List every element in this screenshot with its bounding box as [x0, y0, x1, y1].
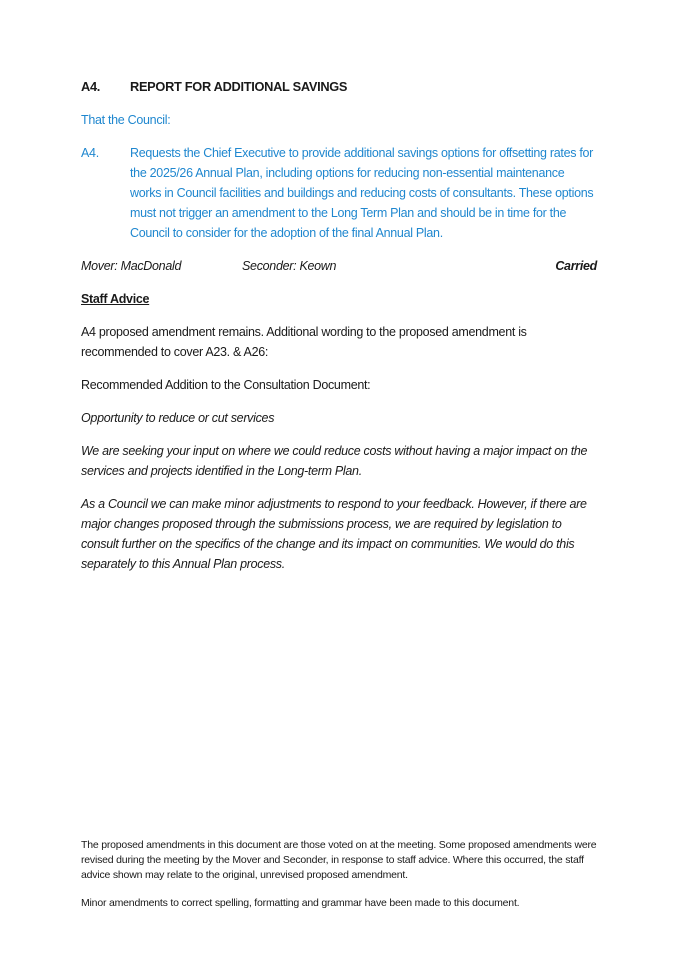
footnote-paragraph-1: The proposed amendments in this document are those voted on at the meeting. Some proposed amendments were revised during the meeting by the Mover and Seconder, in response to staff advice. Where this occurred, the staff advice shown may relate to the original, unrevised proposed amendment.: [81, 839, 597, 881]
staff-advice-paragraph-2: Recommended Addition to the Consultation Document:: [81, 378, 371, 392]
motion-intro: That the Council:: [81, 113, 171, 127]
footnote-paragraph-2: Minor amendments to correct spelling, formatting and grammar have been made to this document.: [81, 897, 520, 909]
staff-advice-italic-paragraph-1: We are seeking your input on where we could reduce costs without having a major impact on the services and projects identified in the Long-term Plan.: [81, 444, 588, 478]
section-heading-number: A4.: [81, 79, 101, 94]
footnotes: [81, 838, 597, 924]
mover-label: Mover: MacDonald: [81, 259, 182, 273]
vote-line: [81, 256, 597, 276]
staff-advice-paragraph-1: A4 proposed amendment remains. Additional wording to the proposed amendment is recommended to cover A23. & A26:: [81, 325, 527, 359]
motion-clause: [81, 143, 597, 243]
motion-clause-text: Requests the Chief Executive to provide additional savings options for offsetting rates for the 2025/26 Annual Plan, including options for reducing non-essential maintenance works in Council facilities and buildings and reducing costs of consultants. These options must not trigger an amendment to the Long Term Plan and should be in time for the Council to consider for the adoption of the final Annual Plan.: [130, 146, 594, 240]
staff-advice-heading: Staff Advice: [81, 292, 150, 306]
seconder-label: Seconder: Keown: [242, 259, 337, 273]
section-heading: [81, 77, 597, 97]
staff-advice-italic-paragraph-2: As a Council we can make minor adjustments to respond to your feedback. However, if there are major changes proposed through the submissions process, we are required by legislation to consult further on the specifics of the change and its impact on communities. We would do this separately to this Annual Plan process.: [81, 497, 587, 571]
staff-advice-italic-heading: Opportunity to reduce or cut services: [81, 411, 275, 425]
vote-result: Carried: [555, 259, 597, 273]
motion-clause-number: A4.: [81, 146, 99, 160]
section-heading-title: REPORT FOR ADDITIONAL SAVINGS: [130, 79, 348, 94]
document-content: [81, 77, 597, 587]
